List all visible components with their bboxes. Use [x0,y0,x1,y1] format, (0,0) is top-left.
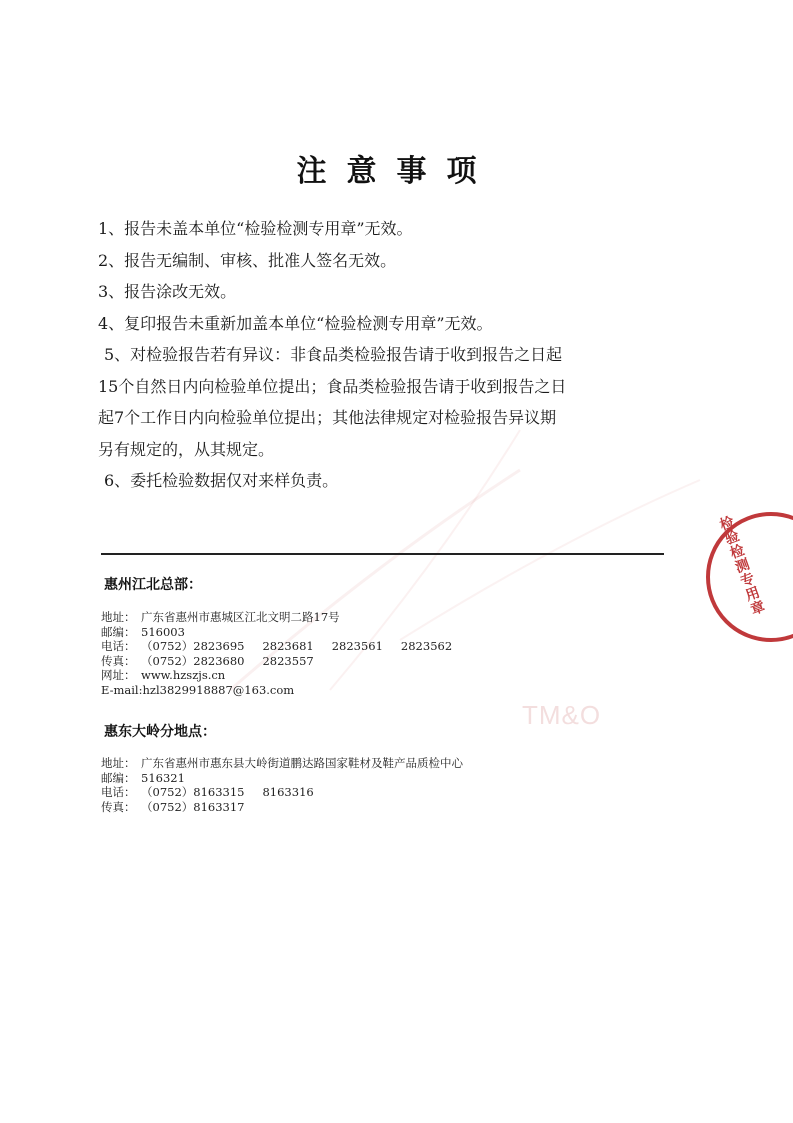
note-item-6: 6、委托检验数据仅对来样负责。 [104,471,339,490]
note-item-1: 1、报告未盖本单位“检验检测专用章”无效。 [98,219,413,238]
phone-value: （0752）2823695 [141,639,245,653]
postcode-row [101,771,463,786]
phone-label: 电话： [101,639,136,653]
address-label: 地址： [101,610,136,624]
web-row [101,668,452,683]
note-item-4: 4、复印报告未重新加盖本单位“检验检测专用章”无效。 [98,313,493,333]
phone-row [101,785,463,800]
notes-list [98,218,618,502]
phone-value: 2823561 [331,639,383,653]
phone-value: 2823562 [400,639,453,653]
postcode-row [101,625,452,640]
watermark-logo: TM&O [522,700,602,730]
address-label: 地址： [101,756,136,770]
fax-value: （0752）8163317 [141,799,245,814]
fax-label: 传真： [101,653,136,668]
phone-value: 2823681 [262,639,314,653]
address-row [101,756,463,771]
phone-value: （0752）8163315 [141,785,245,799]
fax-value: 2823557 [262,653,314,668]
web-label: 网址： [101,668,136,682]
fax-row [101,800,463,815]
address-value: 广东省惠州市惠城区江北文明二路17号 [141,610,340,624]
postcode-value: 516003 [141,624,185,639]
phone-row [101,639,452,654]
phone-value: 8163316 [262,785,314,799]
address-value: 广东省惠州市惠东县大岭街道鹏达路国家鞋材及鞋产品质检中心 [141,756,463,770]
fax-label: 传真： [101,799,136,814]
note-item-2: 2、报告无编制、审核、批准人签名无效。 [98,250,397,270]
section-divider [101,553,664,555]
postcode-label: 邮编： [101,624,136,639]
email-link[interactable]: hzl3829918887@163.com [142,682,295,697]
fax-row [101,654,452,669]
note-item-5-line-3: 起7个工作日内向检验单位提出；其他法律规定对检验报告异议期 [98,408,557,427]
office-title-jiangbei: 惠州江北总部： [104,577,202,593]
note-item-5-line-4: 另有规定的，从其规定。 [98,439,275,459]
note-item-3: 3、报告涂改无效。 [98,282,237,301]
email-label: E-mail: [101,682,143,697]
address-row [101,610,452,625]
postcode-value: 516321 [141,770,185,785]
fax-value: （0752）2823680 [141,653,245,668]
phone-label: 电话： [101,785,136,799]
seal-text: 检验检测专用章 [715,513,767,618]
page-title: 注意事项 [296,154,497,189]
office-contact-jiangbei [101,610,452,697]
email-row [101,683,452,698]
note-item-5-line-2: 15个自然日内向检验单位提出；食品类检验报告请于收到报告之日 [98,376,567,396]
web-link[interactable]: www.hzszjs.cn [141,668,226,682]
note-item-5-line-1: 5、对检验报告若有异议：非食品类检验报告请于收到报告之日起 [104,345,563,364]
office-title-dongling: 惠东大岭分地点： [104,724,216,740]
office-contact-dongling [101,756,463,814]
postcode-label: 邮编： [101,770,136,785]
